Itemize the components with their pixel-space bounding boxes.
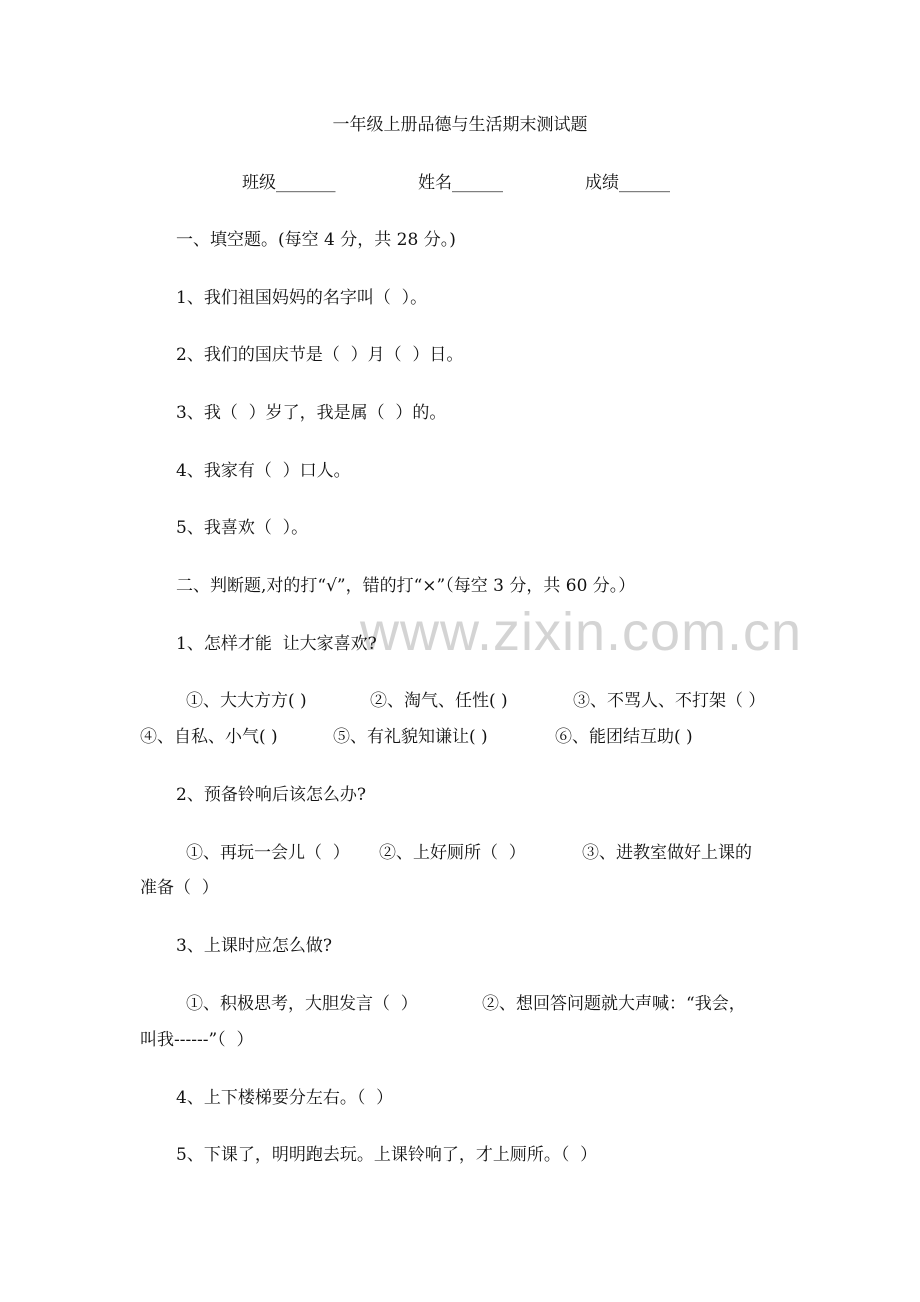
- q3-option-2-continued: 叫我------”（ ）: [140, 1030, 254, 1050]
- section1-question-1: 1、我们祖国妈妈的名字叫（ ）。: [176, 288, 428, 308]
- section2-question-1: 1、怎样才能 让大家喜欢?: [176, 634, 377, 654]
- section1-question-5: 5、我喜欢（ ）。: [176, 518, 309, 538]
- q3-option-2: ②、想回答问题就大声喊：“我会，: [482, 994, 746, 1014]
- q1-option-1: ①、大大方方( ): [186, 691, 307, 711]
- section2-question-2: 2、预备铃响后该怎么办?: [176, 785, 366, 805]
- q2-option-2: ②、上好厕所（ ）: [379, 843, 526, 863]
- name-field: 姓名______: [418, 173, 503, 193]
- class-field: 班级_______: [242, 173, 336, 193]
- q1-option-6: ⑥、能团结互助( ): [555, 727, 693, 747]
- section1-heading: 一、填空题。(每空 4 分，共 28 分。): [176, 230, 456, 250]
- watermark: www.zixin.com.cn: [360, 602, 803, 662]
- q1-option-5: ⑤、有礼貌知谦让( ): [333, 727, 488, 747]
- q2-option-3: ③、进教室做好上课的: [582, 843, 752, 863]
- section2-question-5: 5、下课了，明明跑去玩。上课铃响了，才上厕所。（ ）: [176, 1145, 598, 1165]
- q1-option-3: ③、不骂人、不打架（ ）: [573, 691, 766, 711]
- section1-question-4: 4、我家有（ ）口人。: [176, 461, 351, 481]
- section2-question-3: 3、上课时应怎么做?: [176, 936, 332, 956]
- score-field: 成绩______: [585, 173, 670, 193]
- section1-question-3: 3、我（ ）岁了，我是属（ ）的。: [176, 403, 447, 423]
- section2-heading: 二、判断题,对的打“√”，错的打“×”（每空 3 分，共 60 分。）: [176, 576, 636, 596]
- q1-option-2: ②、淘气、任性( ): [370, 691, 508, 711]
- section2-question-4: 4、上下楼梯要分左右。（ ）: [176, 1088, 394, 1108]
- q2-option-3-continued: 准备（ ）: [140, 878, 219, 898]
- q3-option-1: ①、积极思考，大胆发言（ ）: [186, 994, 418, 1014]
- q1-option-4: ④、自私、小气( ): [140, 727, 278, 747]
- page-title: 一年级上册品德与生活期末测试题: [332, 115, 588, 135]
- q2-option-1: ①、再玩一会儿（ ）: [186, 843, 350, 863]
- section1-question-2: 2、我们的国庆节是（ ）月（ ）日。: [176, 345, 464, 365]
